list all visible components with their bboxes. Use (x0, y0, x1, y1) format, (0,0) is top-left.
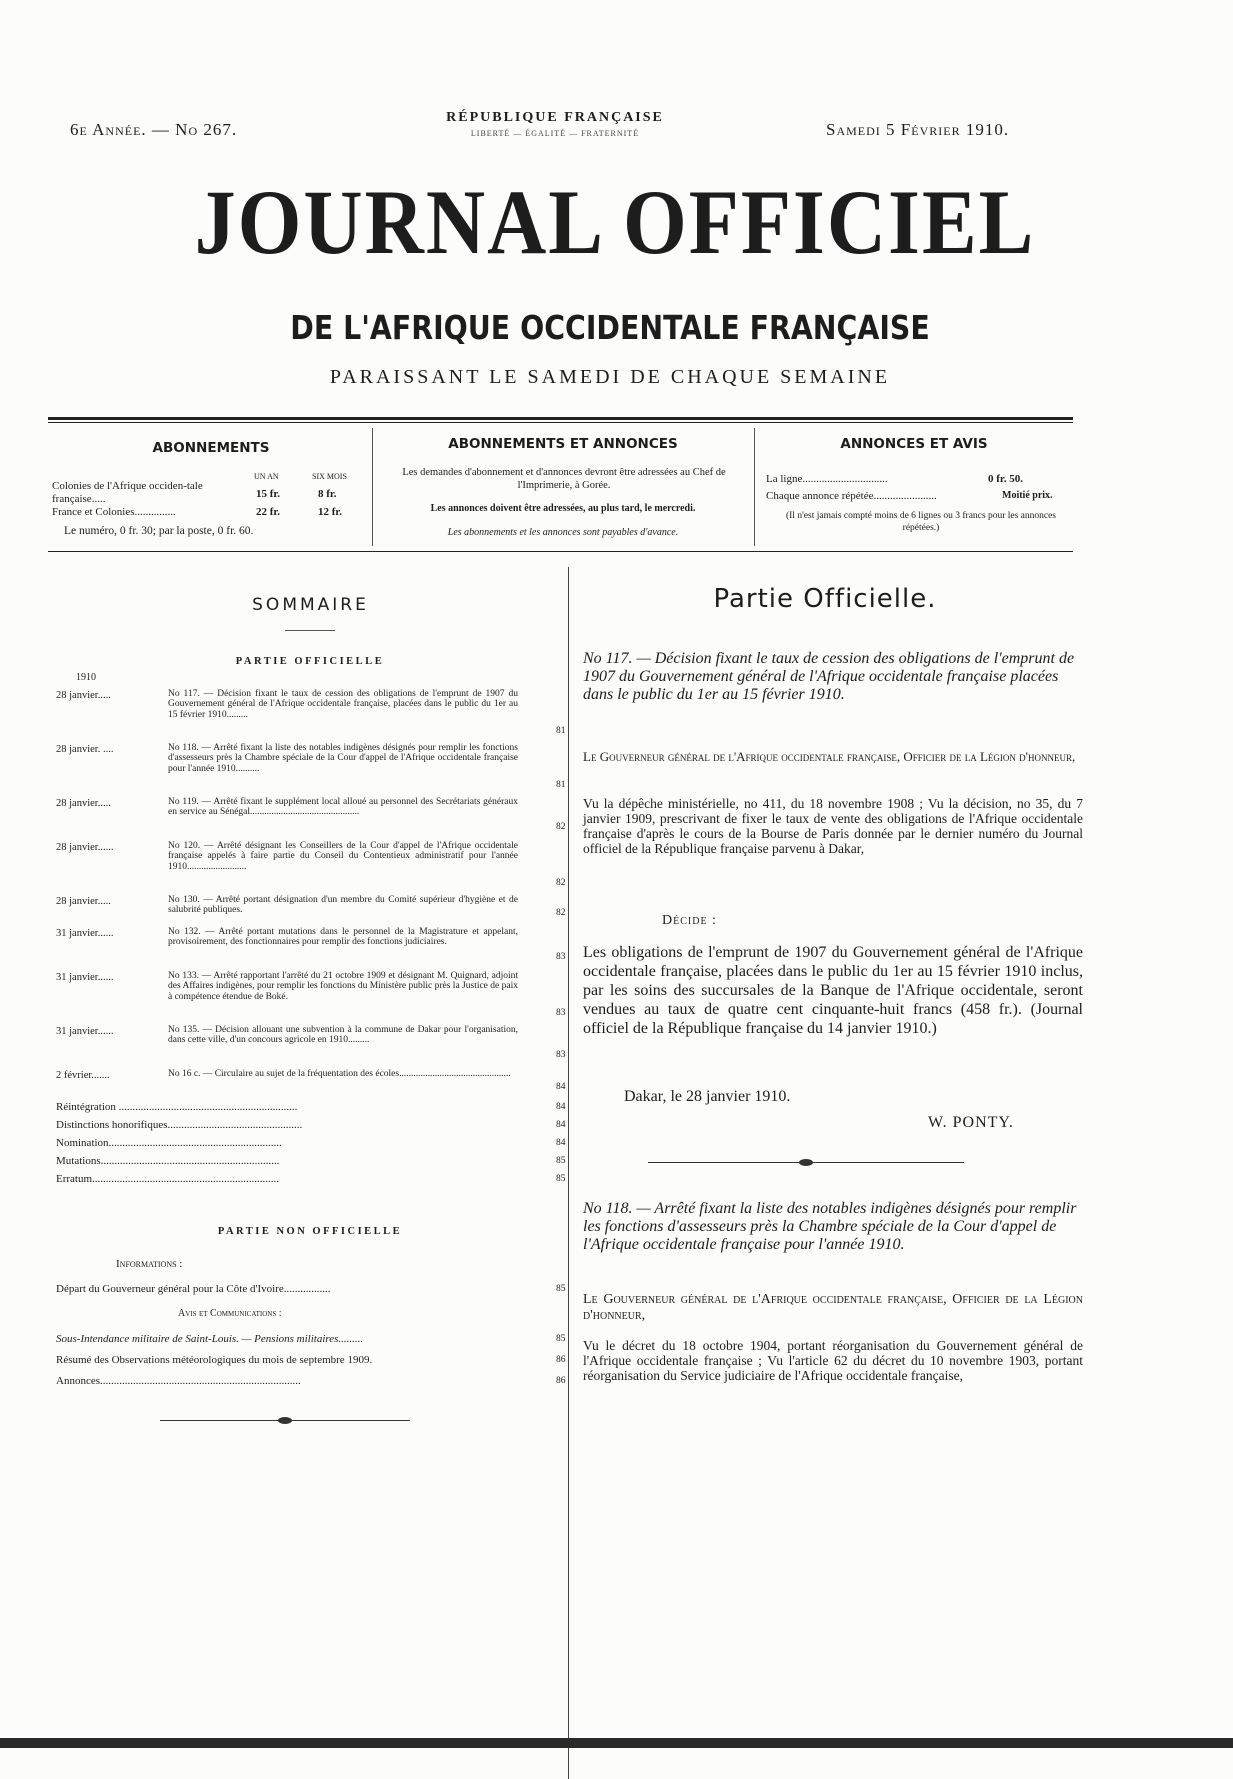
motto: LIBERTÉ — ÉGALITÉ — FRATERNITÉ (470, 129, 640, 138)
toc-date: 28 janvier...... (56, 842, 114, 853)
toc-page: 84 (556, 1082, 566, 1092)
toc-date: 2 février....... (56, 1070, 110, 1081)
toc-other-item: Nomination............................................................... (56, 1137, 282, 1149)
toc-entry: No 133. — Arrêté rapportant l'arrêté du 21 octobre 1909 et désignant M. Quignard, adjoint des Affaires indigènes, pour remplir les fonctions du Ministère public près la Justice de paix à compétence étendue de Boké. (168, 971, 518, 1002)
journal-subtitle: DE L'AFRIQUE OCCIDENTALE FRANÇAISE (290, 308, 930, 347)
article-117-gov: Le Gouverneur général de l'Afrique occidentale française, Officier de la Légion d'honneur, (583, 749, 1076, 764)
ligne-label: La ligne............................... (766, 473, 888, 485)
toc-entry: No 130. — Arrêté portant désignation d'un membre du Comité supérieur d'hygiène et de salubrité publiques. (168, 895, 518, 916)
sommaire-year: 1910 (76, 672, 96, 683)
toc-entry: No 135. — Décision allouant une subvention à la commune de Dakar pour l'organisation, dans cette ville, d'un concours agricole en 1910......... (168, 1025, 518, 1046)
toc-date: 28 janvier..... (56, 690, 111, 701)
republic-label: RÉPUBLIQUE FRANÇAISE (446, 110, 664, 125)
article-117-place-date: Dakar, le 28 janvier 1910. (624, 1088, 791, 1105)
article-separator (648, 1160, 964, 1166)
abonnements-heading: ABONNEMENTS (152, 440, 270, 456)
repete-price: Moitié prix. (1002, 490, 1053, 501)
sommaire-heading: SOMMAIRE (252, 595, 369, 615)
toc-date: 31 janvier...... (56, 928, 114, 939)
toc-entry: No 16 c. — Circulaire au sujet de la fréquentation des écoles............................................... (168, 1069, 511, 1079)
journal-title: JOURNAL OFFICIEL (194, 171, 1036, 274)
toc-page: 85 (556, 1156, 566, 1166)
toc-page: 82 (556, 908, 566, 918)
toc-other-item: Réintégration ................................................................. (56, 1101, 298, 1113)
issue-number: 6e Année. — No 267. (70, 120, 238, 139)
avis-label: Avis et Communications : (178, 1308, 282, 1319)
issue-date: Samedi 5 Février 1910. (826, 120, 1010, 139)
repete-label: Chaque annonce répétée....................... (766, 490, 937, 502)
toc-other-item: Distinctions honorifiques................................................. (56, 1119, 303, 1131)
price-colonies-six: 8 fr. (318, 488, 337, 500)
toc-page: 83 (556, 1050, 566, 1060)
toc-page: 84 (556, 1102, 566, 1112)
toc-date: 28 janvier..... (56, 798, 111, 809)
abonnements-annonces-heading: ABONNEMENTS ET ANNONCES (448, 436, 678, 452)
toc-other-item: Mutations................................................................. (56, 1155, 280, 1167)
annonces-note: (Il n'est jamais compté moins de 6 lignes ou 3 francs pour les annonces répétées.) (785, 511, 1057, 533)
article-117-signature: W. PONTY. (928, 1114, 1014, 1131)
toc-page: 84 (556, 1120, 566, 1130)
article-117-decide: Décide : (662, 913, 717, 928)
header-center (390, 110, 720, 138)
toc-entry: No 120. — Arrêté désignant les Conseillers de la Cour d'appel de l'Afrique occidentale française appelés à faire partie du Conseil du Contentieux administratif pour l'année 1910......................... (168, 841, 518, 872)
sommaire-rule (285, 630, 335, 631)
informations-label: Informations : (116, 1258, 183, 1270)
box-divider-1 (372, 428, 373, 546)
toc-entry: No 118. — Arrêté fixant la liste des notables indigènes désignés pour remplir les fonctions d'assesseurs près la Chambre spéciale de la Cour d'appel de l'Afrique occidentale française pour l'année 1910.......... (168, 743, 518, 774)
toc-page: 85 (556, 1334, 566, 1344)
toc-page: 83 (556, 952, 566, 962)
col-un-an: UN AN (254, 472, 279, 481)
ligne-price: 0 fr. 50. (988, 473, 1024, 485)
abonnements-annonces-payable: Les abonnements et les annonces sont payables d'avance. (447, 527, 679, 538)
toc-page: 85 (556, 1284, 566, 1294)
toc-page: 86 (556, 1355, 566, 1365)
toc-entry: No 119. — Arrêté fixant le supplément local alloué au personnel des Secrétariats généraux en service au Sénégal.............................................. (168, 797, 518, 818)
toc-page: 84 (556, 1138, 566, 1148)
toc-page: 82 (556, 822, 566, 832)
toc-page: 81 (556, 780, 566, 790)
toc-info-item: Départ du Gouverneur général pour la Côte d'Ivoire................. (56, 1283, 331, 1295)
numero-price: Le numéro, 0 fr. 30; par la poste, 0 fr. 60. (64, 525, 254, 537)
abonnements-annonces-deadline: Les annonces doivent être adressées, au plus tard, le mercredi. (430, 503, 696, 514)
toc-date: 31 janvier...... (56, 972, 114, 983)
article-117-title: No 117. — Décision fixant le taux de cession des obligations de l'emprunt de 1907 du Gouvernement général de l'Afrique occidentale française placées dans le public du 1er au 15 février 1910. (583, 650, 1075, 703)
price-france-six: 12 fr. (318, 506, 343, 518)
annonces-avis-heading: ANNONCES ET AVIS (840, 436, 988, 452)
boxes-bottom-rule (48, 551, 1073, 552)
article-117-vu: Vu la dépêche ministérielle, no 411, du 18 novembre 1908 ; Vu la décision, no 35, du 7 janvier 1909, prescrivant de fixer le taux de vente des obligations de l'Afrique occidentale française d'après le cours de la Bourse de Paris donnée par le dernier numéro du Journal officiel de la République française parvenu à Dakar, (583, 796, 1083, 857)
toc-page: 82 (556, 878, 566, 888)
toc-avis-item: Sous-Intendance militaire de Saint-Louis. — Pensions militaires......... (56, 1333, 364, 1345)
toc-page: 86 (556, 1376, 566, 1386)
article-118-title: No 118. — Arrêté fixant la liste des notables indigènes désignés pour remplir les fonctions d'assesseurs près la Chambre spéciale de la Cour d'appel de l'Afrique occidentale française pour l'année 1910. (583, 1200, 1077, 1253)
abonnement-row-colonies: Colonies de l'Afrique occiden-tale française..... (52, 480, 203, 506)
toc-date: 31 janvier...... (56, 1026, 114, 1037)
article-117-body: Les obligations de l'emprunt de 1907 du Gouvernement général de l'Afrique occidentale française, placées dans le public du 1er au 15 février 1910 inclus, par les soins des succursales de la Banque de l'Afrique occidentale, seront vendues au taux de quatre cent cinquante-huit francs (458 fr.). (Journal officiel de la République française du 14 janvier 1910.) (583, 944, 1083, 1037)
partie-officielle-heading: Partie Officielle. (713, 584, 937, 614)
partie-officielle-label: PARTIE OFFICIELLE (235, 656, 385, 667)
toc-date: 28 janvier..... (56, 896, 111, 907)
partie-non-officielle-label: PARTIE NON OFFICIELLE (217, 1226, 403, 1237)
toc-page: 81 (556, 726, 566, 736)
scan-bottom-edge (0, 1738, 1233, 1748)
abonnements-annonces-address: Les demandes d'abonnement et d'annonces devront être adressées au Chef de l'Imprimerie, à Gorée. (402, 467, 726, 492)
article-118-vu: Vu le décret du 18 octobre 1904, portant réorganisation du Gouvernement général de l'Afrique occidentale française ; Vu l'article 62 du décret du 10 novembre 1903, portant réorganisation du Service judiciaire de l'Afrique occidentale française, (583, 1338, 1083, 1384)
toc-page: 85 (556, 1174, 566, 1184)
col-six-mois: SIX MOIS (312, 472, 347, 481)
top-rule-thin (48, 422, 1073, 423)
sommaire-ornament (160, 1418, 410, 1424)
toc-entry: No 117. — Décision fixant le taux de cession des obligations de l'emprunt de 1907 du Gouvernement général de l'Afrique occidentale française, placées dans le public du 1er au 15 février 1910......... (168, 689, 518, 720)
top-rule (48, 417, 1073, 420)
journal-tagline: PARAISSANT LE SAMEDI DE CHAQUE SEMAINE (329, 366, 891, 388)
price-colonies-year: 15 fr. (256, 488, 281, 500)
toc-entry: No 132. — Arrêté portant mutations dans le personnel de la Magistrature et appelant, provisoirement, des fonctionnaires pour remplir des fonctions judiciaires. (168, 927, 518, 948)
box-divider-2 (754, 428, 755, 546)
toc-page: 83 (556, 1008, 566, 1018)
article-118-gov: Le Gouverneur général de l'Afrique occidentale française, Officier de la Légion d'honneur, (583, 1292, 1083, 1323)
price-france-year: 22 fr. (256, 506, 281, 518)
toc-other-item: Erratum.................................................................... (56, 1173, 280, 1185)
toc-date: 28 janvier. .... (56, 744, 114, 755)
abonnement-row-france: France et Colonies............... (52, 506, 176, 518)
column-rule (568, 567, 569, 1779)
toc-avis-item: Annonces......................................................................... (56, 1375, 301, 1387)
toc-avis-item: Résumé des Observations météorologiques du mois de septembre 1909. (56, 1354, 373, 1366)
